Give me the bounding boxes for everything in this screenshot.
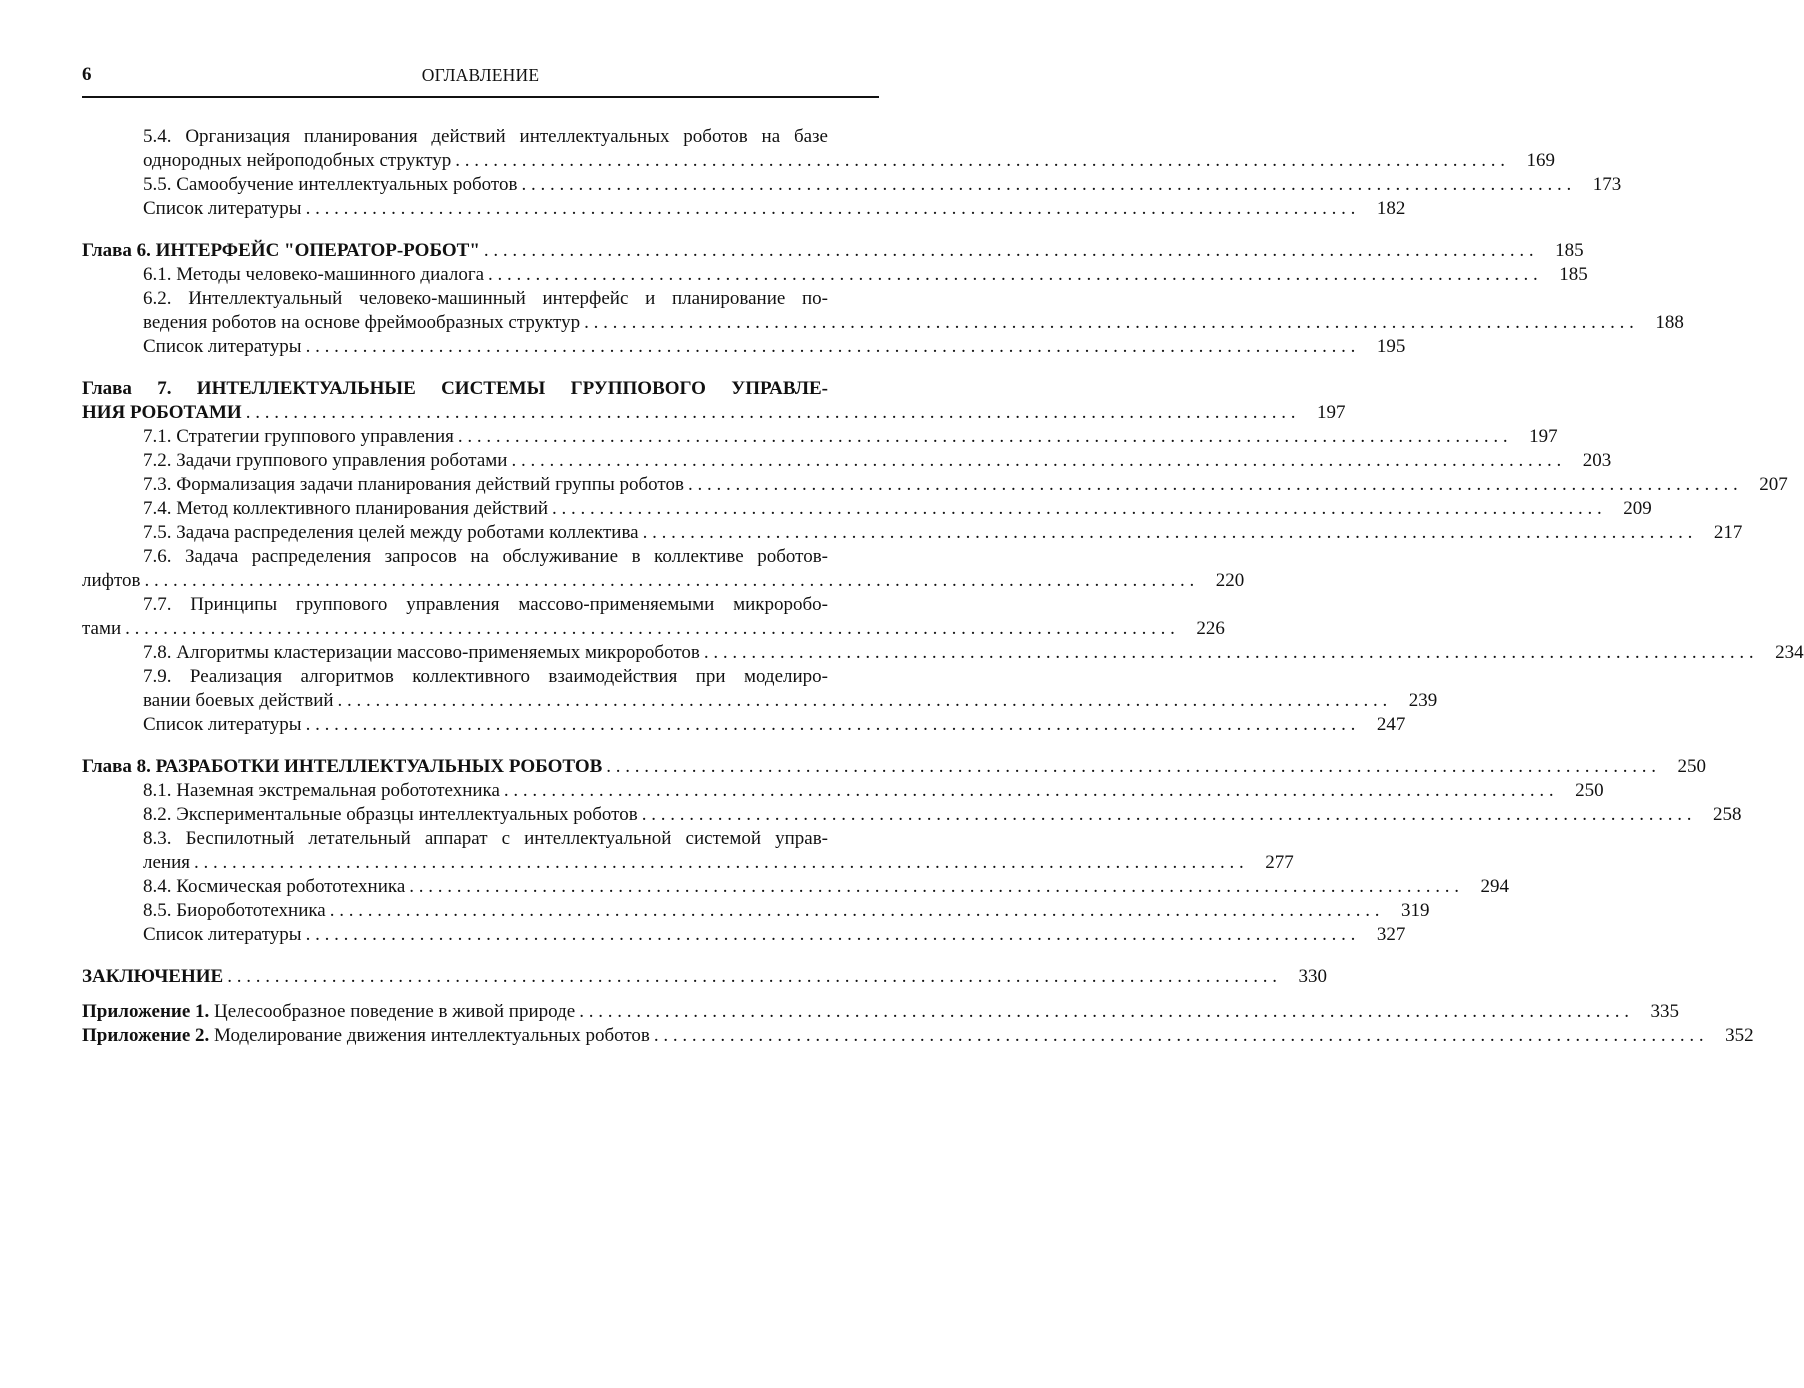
dot-leader (704, 641, 1754, 665)
toc-page-number: 217 (1713, 522, 1743, 543)
toc-page-number: 203 (1582, 450, 1612, 471)
chapter-title: Глава 6. ИНТЕРФЕЙС "ОПЕРАТОР-РОБОТ" (82, 240, 480, 261)
dot-leader (688, 473, 1738, 497)
toc-entry-title: 6.1. Методы человеко-машинного диалога (143, 264, 485, 285)
toc-entry-title-line: 7.9. Реализация алгоритмов коллективного взаимодействия при моделиро- (143, 666, 828, 687)
toc-entry-8-3[interactable] (82, 827, 1294, 875)
toc-page-number: 319 (1401, 900, 1430, 921)
spacer (82, 359, 874, 377)
toc-entry-title: Список литературы (143, 924, 302, 945)
dot-leader (643, 521, 1693, 545)
appendix-label: Приложение 2. (82, 1025, 210, 1046)
table-of-contents (82, 125, 1804, 1048)
toc-page-number: 352 (1725, 1025, 1754, 1046)
chapter-8-heading[interactable] (82, 755, 1707, 779)
dot-leader (584, 311, 1634, 335)
toc-page-number: 247 (1376, 714, 1406, 735)
appendix-label: Приложение 1. (82, 1001, 210, 1022)
chapter-6 (82, 239, 1684, 359)
dot-leader (488, 263, 1538, 287)
toc-entry-title: 7.8. Алгоритмы кластеризации массово-применяемых микророботов (143, 642, 700, 663)
toc-entry-8-1[interactable] (82, 779, 1604, 803)
dot-leader (458, 425, 1508, 449)
dot-leader (338, 689, 1388, 713)
spacer (82, 221, 874, 239)
toc-entry-7-3[interactable] (82, 473, 1788, 497)
toc-entry-7-6[interactable] (82, 545, 1245, 593)
spacer (82, 989, 874, 1000)
page-header (82, 64, 879, 90)
toc-page-number: 182 (1376, 198, 1406, 219)
toc-entry-8-4[interactable] (82, 875, 1510, 899)
toc-entry-5-5[interactable] (82, 173, 1622, 197)
toc-page-number: 335 (1650, 1001, 1679, 1022)
toc-page-number: 258 (1712, 804, 1742, 825)
toc-entry-title: Список литературы (143, 336, 302, 357)
toc-entry-7-2[interactable] (82, 449, 1612, 473)
toc-entry-7-8[interactable] (82, 641, 1804, 665)
toc-page-number: 207 (1759, 474, 1788, 495)
toc-entry-title: 8.1. Наземная экстремальная робототехника (143, 780, 500, 801)
toc-entry-title: Список литературы (143, 714, 302, 735)
dot-leader (306, 713, 1356, 737)
toc-page-number: 220 (1215, 570, 1245, 591)
dot-leader (306, 197, 1356, 221)
toc-entry-title-line: ления (143, 852, 190, 873)
toc-entry-appendix-2[interactable] (82, 1024, 1754, 1048)
toc-entry-6-1[interactable] (82, 263, 1588, 287)
toc-page-number: 277 (1265, 852, 1294, 873)
dot-leader (642, 803, 1692, 827)
toc-entry-title-line: лифтов (82, 570, 141, 591)
dot-leader (455, 149, 1505, 173)
dot-leader (484, 239, 1534, 263)
dot-leader (306, 335, 1356, 359)
toc-page-number: 294 (1480, 876, 1510, 897)
toc-entry-title-line: однородных нейроподобных структур (143, 150, 452, 171)
toc-entry-appendix-1[interactable] (82, 1000, 1679, 1024)
toc-page-number: 173 (1592, 174, 1622, 195)
toc-entry-references-7[interactable] (82, 713, 1406, 737)
toc-entry-references-5[interactable] (82, 197, 1406, 221)
toc-entry-8-5[interactable] (82, 899, 1430, 923)
toc-page-number: 250 (1575, 780, 1604, 801)
dot-leader (125, 617, 1175, 641)
toc-entry-title: 8.2. Экспериментальные образцы интеллектуальных роботов (143, 804, 638, 825)
chapter-6-heading[interactable] (82, 239, 1584, 263)
appendix-title (82, 1000, 575, 1024)
dot-leader (511, 449, 1561, 473)
toc-page-number: 234 (1775, 642, 1804, 663)
toc-entry-title-line: 7.6. Задача распределения запросов на обслуживание в коллективе роботов- (143, 546, 828, 567)
dot-leader (330, 899, 1380, 923)
toc-entry-references-8[interactable] (82, 923, 1406, 947)
dot-leader (194, 851, 1244, 875)
dot-leader (227, 965, 1277, 989)
dot-leader (246, 401, 1296, 425)
chapter-8 (82, 755, 1742, 947)
toc-page-number: 195 (1376, 336, 1406, 357)
toc-entry-7-9[interactable] (82, 665, 1438, 713)
toc-entry-title: 5.5. Самообучение интеллектуальных роботов (143, 174, 518, 195)
chapter-5-entries (82, 125, 1622, 221)
dot-leader (552, 497, 1602, 521)
header-rule (82, 96, 879, 98)
chapter-title-line: НИЯ РОБОТАМИ (82, 402, 242, 423)
dot-leader (579, 1000, 1629, 1024)
appendix-name: Моделирование движения интеллектуальных роботов (214, 1025, 650, 1046)
toc-entry-7-7[interactable] (82, 593, 1225, 641)
conclusion-title: ЗАКЛЮЧЕНИЕ (82, 966, 224, 987)
toc-entry-title-line: 8.3. Беспилотный летательный аппарат с интеллектуальной системой управ- (143, 828, 828, 849)
toc-entry-title-line: вании боевых действий (143, 690, 334, 711)
page-number: 6 (82, 64, 92, 85)
toc-entry-title-line: 7.7. Принципы группового управления массово-применяемыми микроробо- (143, 594, 828, 615)
toc-entry-7-1[interactable] (82, 425, 1558, 449)
toc-entry-title: Список литературы (143, 198, 302, 219)
spacer (82, 947, 874, 965)
toc-entry-title-line: 6.2. Интеллектуальный человеко-машинный интерфейс и планирование по- (143, 288, 828, 309)
toc-entry-6-2[interactable] (82, 287, 1684, 335)
toc-page-number: 185 (1555, 240, 1584, 261)
toc-page-number: 188 (1655, 312, 1684, 333)
chapter-7-heading[interactable] (82, 377, 1346, 425)
toc-entry-5-4[interactable] (82, 125, 1555, 173)
toc-page-number: 226 (1196, 618, 1225, 639)
toc-entry-title-line: тами (82, 618, 122, 639)
toc-entry-7-4[interactable] (82, 497, 1652, 521)
toc-page-number: 327 (1376, 924, 1406, 945)
running-title: ОГЛАВЛЕНИЕ (421, 65, 540, 85)
toc-entry-references-6[interactable] (82, 335, 1406, 359)
toc-entry-title: 8.4. Космическая робототехника (143, 876, 406, 897)
dot-leader (504, 779, 1554, 803)
spacer (82, 737, 874, 755)
toc-entry-title: 7.1. Стратегии группового управления (143, 426, 454, 447)
toc-page-number: 197 (1316, 402, 1346, 423)
dot-leader (306, 923, 1356, 947)
toc-page-number: 250 (1677, 756, 1707, 777)
toc-entry-title-line: ведения роботов на основе фреймообразных структур (143, 312, 581, 333)
toc-entry-title: 8.5. Биоробототехника (143, 900, 326, 921)
toc-entry-title: 7.3. Формализация задачи планирования действий группы роботов (143, 474, 684, 495)
appendix-title (82, 1024, 650, 1048)
toc-entry-conclusion[interactable] (82, 965, 1327, 989)
toc-entry-title: 7.5. Задача распределения целей между роботами коллектива (143, 522, 639, 543)
chapter-7 (82, 377, 1804, 737)
toc-entry-title: 7.2. Задачи группового управления роботами (143, 450, 508, 471)
dot-leader (144, 569, 1194, 593)
toc-page-number: 330 (1298, 966, 1327, 987)
appendix-name: Целесообразное поведение в живой природе (214, 1001, 576, 1022)
dot-leader (521, 173, 1571, 197)
toc-page-number: 209 (1623, 498, 1652, 519)
toc-entry-title: 7.4. Метод коллективного планирования действий (143, 498, 549, 519)
toc-page-number: 197 (1529, 426, 1558, 447)
toc-entry-title-line: 5.4. Организация планирования действий интеллектуальных роботов на базе (143, 126, 828, 147)
toc-page-number: 185 (1559, 264, 1588, 285)
chapter-title: Глава 8. РАЗРАБОТКИ ИНТЕЛЛЕКТУАЛЬНЫХ РОБОТОВ (82, 756, 603, 777)
toc-entry-7-5[interactable] (82, 521, 1743, 545)
dot-leader (606, 755, 1656, 779)
dot-leader (409, 875, 1459, 899)
toc-entry-8-2[interactable] (82, 803, 1742, 827)
chapter-title-line: Глава 7. ИНТЕЛЛЕКТУАЛЬНЫЕ СИСТЕМЫ ГРУППОВОГО УПРАВЛЕ- (82, 378, 828, 399)
toc-page-number: 169 (1526, 150, 1555, 171)
dot-leader (654, 1024, 1704, 1048)
toc-page-number: 239 (1408, 690, 1438, 711)
